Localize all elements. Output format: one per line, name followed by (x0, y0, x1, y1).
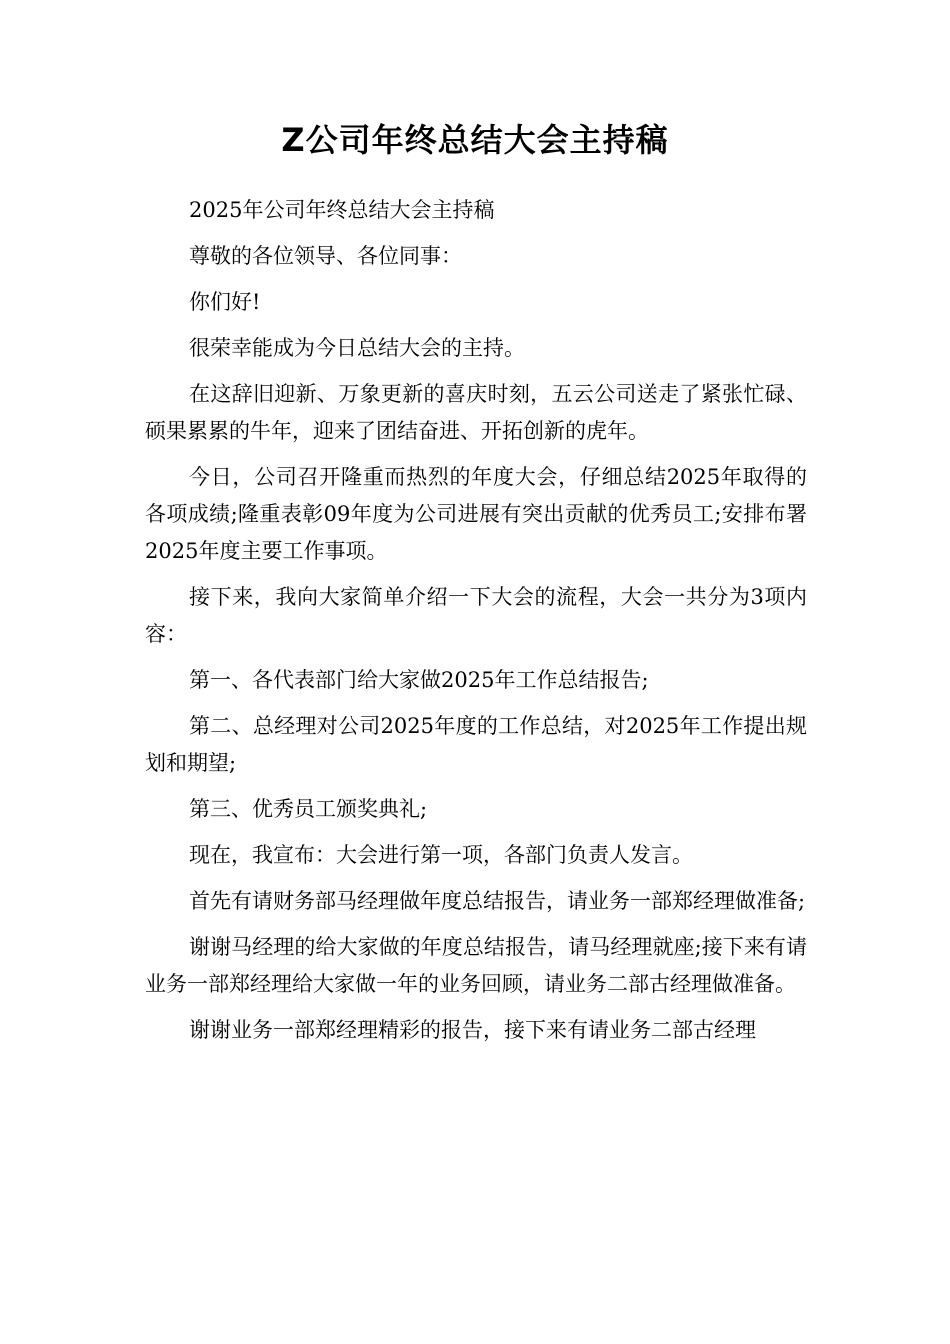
agenda-item: 第三、优秀员工颁奖典礼; (189, 797, 428, 821)
paragraph-greeting: 你们好! (189, 290, 261, 314)
paragraph: 今日，公司召开隆重而热烈的年度大会，仔细总结2025年取得的各项成绩;隆重表彰09年度为公司进展有突出贡献的优秀员工;安排布署2025年度主要工作事项。 (145, 465, 807, 563)
paragraph: 接下来，我向大家简单介绍一下大会的流程，大会一共分为3项内容： (145, 585, 807, 646)
document-body (145, 192, 807, 1058)
paragraph: 在这辞旧迎新、万象更新的喜庆时刻，五云公司送走了紧张忙碌、硕果累累的牛年，迎来了团结奋进、开拓创新的虎年。 (145, 382, 807, 443)
paragraph: 现在，我宣布：大会进行第一项，各部门负责人发言。 (189, 843, 693, 867)
document-title: Z公司年终总结大会主持稿 (281, 121, 669, 159)
paragraph: 很荣幸能成为今日总结大会的主持。 (189, 336, 525, 360)
paragraph-salutation: 尊敬的各位领导、各位同事： (189, 244, 462, 268)
paragraph-subtitle: 2025年公司年终总结大会主持稿 (189, 198, 495, 222)
agenda-item: 第二、总经理对公司2025年度的工作总结，对2025年工作提出规划和期望; (145, 714, 807, 775)
paragraph: 首先有请财务部马经理做年度总结报告，请业务一部郑经理做准备; (189, 889, 806, 913)
agenda-item: 第一、各代表部门给大家做2025年工作总结报告; (189, 668, 649, 692)
paragraph: 谢谢马经理的给大家做的年度总结报告，请马经理就座;接下来有请业务一部郑经理给大家做一年的业务回顾，请业务二部古经理做准备。 (145, 935, 807, 996)
paragraph: 谢谢业务一部郑经理精彩的报告，接下来有请业务二部古经理 (189, 1018, 756, 1042)
